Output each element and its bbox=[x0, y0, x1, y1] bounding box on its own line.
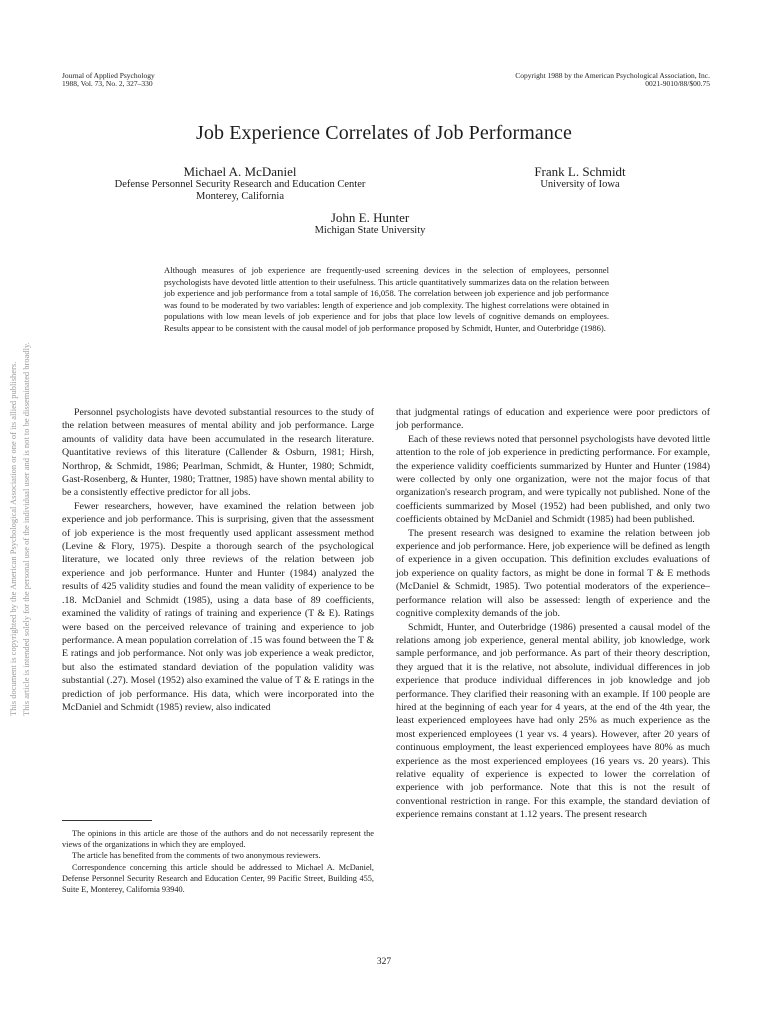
journal-volume: 1988, Vol. 73, No. 2, 327–330 bbox=[62, 79, 153, 88]
footnotes bbox=[62, 828, 374, 895]
paragraph: Fewer researchers, however, have examined the relation between job experience and job performance. This is surprising, given that the assessment of job experience is the most frequently used applicant assessment method (Levine & Flory, 1975). Despite a thorough search of the psychological literature, we located only three reviews of the relation between job experience and job performance. Hunter and Hunter (1984) analyzed the results of 425 validity studies and found the mean validity of experience to be .18. McDaniel and Schmidt (1985), using a data base of 89 coefficients, examined the validity of ratings of training and experience (T & E). Ratings were based on the perceived relevance of training and experience to job performance. A mean population correlation of .15 was found between the T & E ratings and job performance. Not only was job experience a weak predictor, but also the estimated standard deviation of the population validity was substantial (.27). Mosel (1952) also examined the value of T & E ratings in the prediction of job performance. His data, which were incorporated into the McDaniel and Schmidt (1985) review, also indicated bbox=[62, 500, 374, 713]
paragraph-continued: that judgmental ratings of education and experience were poor predictors of job performance. bbox=[396, 407, 710, 432]
author-affiliation-3: Michigan State University bbox=[314, 225, 426, 236]
author-name-1: Michael A. McDaniel bbox=[183, 164, 297, 179]
left-column bbox=[62, 406, 374, 714]
copyright-line: Copyright 1988 by the American Psychological Association, Inc. bbox=[515, 71, 710, 80]
footnote-disclaimer: The opinions in this article are those of the authors and do not necessarily represent the views of the organizations in which they are employed. bbox=[62, 829, 374, 850]
footnote-divider bbox=[62, 820, 152, 821]
copyright-header bbox=[515, 72, 710, 88]
journal-header bbox=[62, 72, 155, 88]
paragraph: Each of these reviews noted that personnel psychologists have devoted little attention to the role of job experience in predicting performance. For example, the experience validity coefficients summarized by Hunter and Hunter (1984) were collected by only one organization, were not the major focus of that organization's research program, and were typically not published. None of the coefficients summarized by Mosel (1952) had been published, and only two coefficients obtained by McDaniel and Schmidt (1985) had been published. bbox=[396, 433, 710, 526]
footnote-acknowledgment: The article has benefited from the comments of two anonymous reviewers. bbox=[72, 851, 321, 861]
paragraph: The present research was designed to examine the relation between job experience and job performance. Here, job experience will be defined as length of experience in a given occupation. This definition excludes evaluations of job experience on quality factors, as might be done in formal T & E methods (McDaniel & Schmidt, 1985). Two potential moderators of the experience–performance relation will also be assessed: length of experience and the cognitive complexity demands of the job. bbox=[396, 527, 710, 620]
article-title: Job Experience Correlates of Job Performance bbox=[196, 122, 572, 144]
article-code: 0021-9010/88/$00.75 bbox=[645, 79, 710, 88]
author-block-2 bbox=[470, 165, 690, 191]
author-block-1 bbox=[40, 165, 440, 203]
author-affiliation-1: Defense Personnel Security Research and Education Center bbox=[114, 179, 366, 190]
paragraph: Personnel psychologists have devoted substantial resources to the study of the relation between measures of mental ability and job performance. Large amounts of validity data have been accumulated in the research literature. Quantitative reviews of this literature (Callender & Osburn, 1981; Hirsh, Northrop, & Schmidt, 1986; Pearlman, Schmidt, & Hunter, 1980; Schmidt, Gast-Rosenberg, & Hunter, 1980; Trattner, 1985) have shown mental ability to be a consistently effective predictor for all jobs. bbox=[62, 407, 374, 499]
author-name-2: Frank L. Schmidt bbox=[534, 164, 626, 179]
right-column bbox=[396, 406, 710, 822]
author-location-1: Monterey, California bbox=[196, 191, 284, 202]
footnote-correspondence: Correspondence concerning this article should be addressed to Michael A. McDaniel, Defense Personnel Security Research and Education Center, 99 Pacific Street, Building 455, Suite E, Monterey, California 93940. bbox=[62, 862, 374, 895]
usage-notice-sidebar: This article is intended solely for the personal use of the individual user and is not to be disseminated broadly. bbox=[21, 342, 31, 716]
author-name-3: John E. Hunter bbox=[330, 210, 410, 225]
author-block-3 bbox=[250, 211, 490, 237]
journal-name: Journal of Applied Psychology bbox=[62, 71, 155, 80]
copyright-notice-sidebar: This document is copyrighted by the American Psychological Association or one of its allied publishers. bbox=[8, 361, 18, 716]
author-affiliation-2: University of Iowa bbox=[540, 179, 620, 190]
abstract: Although measures of job experience are frequently-used screening devices in the selection of employees, personnel psychologists have devoted little attention to their usefulness. This article quantitatively summarizes data on the relation between job experience and job performance from a total sample of 16,058. The correlation between job experience and job performance was found to be moderated by two variables: length of experience and job complexity. The highest correlations were obtained in populations with low mean levels of job experience and for jobs that place low levels of cognitive demands on employees. Results appear to be consistent with the causal model of job performance proposed by Schmidt, Hunter, and Outerbridge (1986). bbox=[164, 265, 609, 333]
paragraph: Schmidt, Hunter, and Outerbridge (1986) presented a causal model of the relations among job experience, general mental ability, job knowledge, work sample performance, and job performance. As part of their theory description, they argued that it is the relative, not absolute, individual differences in job experience that produce individual differences in job knowledge and job performance. They clarified their reasoning with an example. If 100 people are hired at the beginning of each year for 4 years, at the end of the 4th year, the least experienced employees have had only 25% as much experience as the most experienced employees (1 year vs. 4 years). However, after 20 years of continuous employment, the least experienced employees have 80% as much experience as the most experienced employees (16 years vs. 20 years). This relative equality of experience is expected to lower the correlation of experience with job performance. Note that this is not the result of conventional restriction in range. For this example, the standard deviation of experience remains constant at 1.12 years. The present research bbox=[396, 621, 710, 821]
page-number: 327 bbox=[376, 957, 392, 967]
